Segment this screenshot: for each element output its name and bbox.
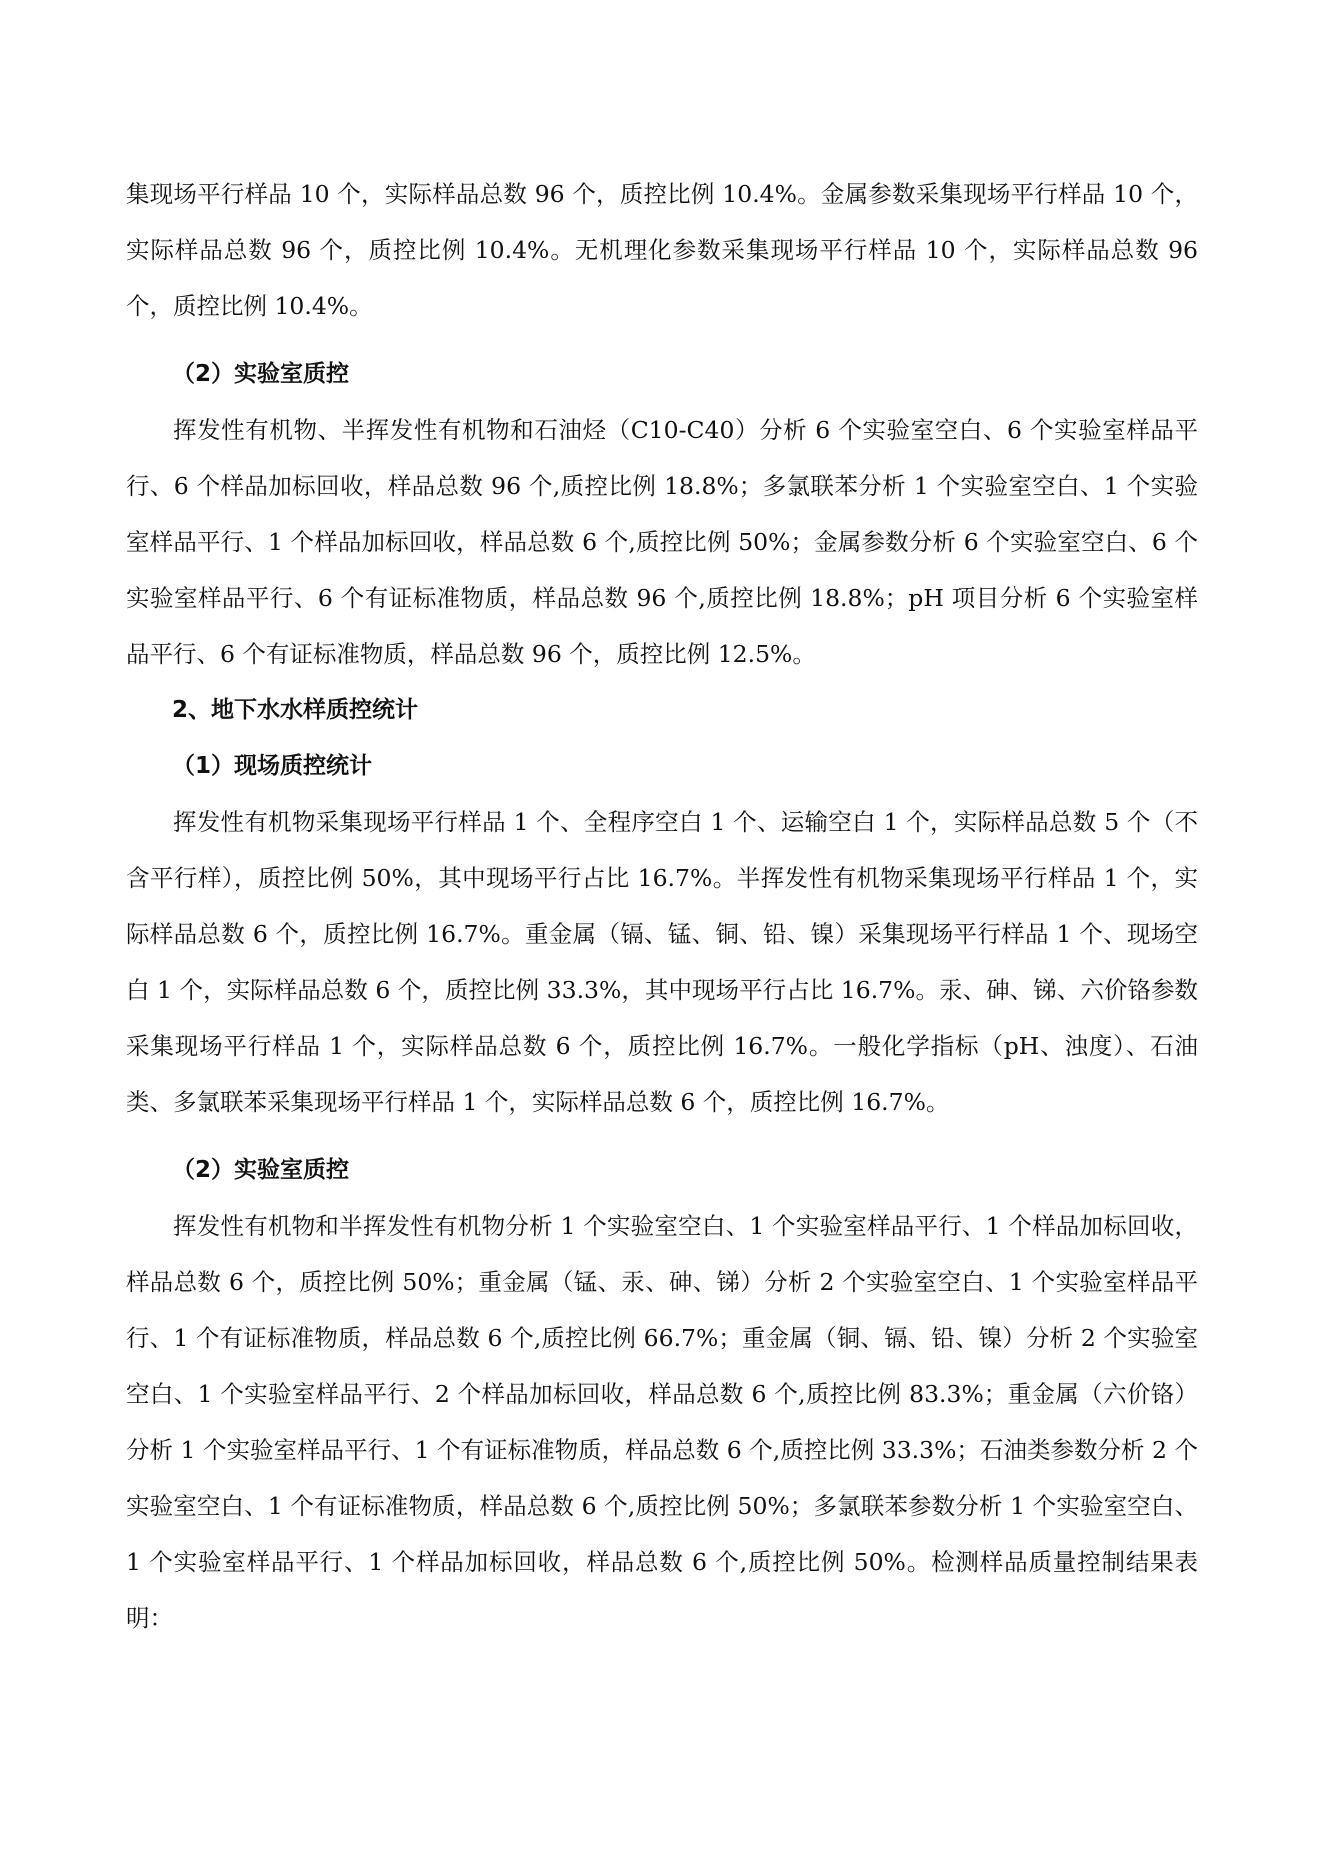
- heading-soil-lab-qc: （2）实验室质控: [172, 361, 350, 387]
- heading-groundwater-qc-stats: 2、地下水水样质控统计: [172, 697, 419, 723]
- paragraph-soil-field-qc-continued: 集现场平行样品 10 个，实际样品总数 96 个，质控比例 10.4%。金属参数采集现场平行样品 10 个，实际样品总数 96 个，质控比例 10.4%。无机理化参数采集现场平行样品 10 个，实际样品总数 96 个，质控比例 10.4%。: [126, 180, 1198, 320]
- heading-groundwater-field-qc: （1）现场质控统计: [172, 753, 373, 779]
- paragraph-soil-lab-qc: 挥发性有机物、半挥发性有机物和石油烃（C10-C40）分析 6 个实验室空白、6 个实验室样品平行、6 个样品加标回收，样品总数 96 个,质控比例 18.8%；多氯联苯分析 1 个实验室空白、1 个实验室样品平行、1 个样品加标回收，样品总数 6 个,质控比例 50%；金属参数分析 6 个实验室空白、6 个实验室样品平行、6 个有证标准物质，样品总数 96 个,质控比例 18.8%；pH 项目分析 6 个实验室样品平行、6 个有证标准物质，样品总数 96 个，质控比例 12.5%。: [126, 416, 1198, 668]
- heading-groundwater-lab-qc: （2）实验室质控: [172, 1157, 350, 1183]
- document-body: [126, 166, 1198, 1646]
- paragraph-groundwater-field-qc: 挥发性有机物采集现场平行样品 1 个、全程序空白 1 个、运输空白 1 个，实际样品总数 5 个（不含平行样），质控比例 50%，其中现场平行占比 16.7%。半挥发性有机物采集现场平行样品 1 个，实际样品总数 6 个，质控比例 16.7%。重金属（镉、锰、铜、铅、镍）采集现场平行样品 1 个、现场空白 1 个，实际样品总数 6 个，质控比例 33.3%，其中现场平行占比 16.7%。汞、砷、锑、六价铬参数采集现场平行样品 1 个，实际样品总数 6 个，质控比例 16.7%。一般化学指标（pH、浊度）、石油类、多氯联苯采集现场平行样品 1 个，实际样品总数 6 个，质控比例 16.7%。: [126, 808, 1198, 1116]
- paragraph-groundwater-lab-qc: 挥发性有机物和半挥发性有机物分析 1 个实验室空白、1 个实验室样品平行、1 个样品加标回收，样品总数 6 个，质控比例 50%；重金属（锰、汞、砷、锑）分析 2 个实验室空白、1 个实验室样品平行、1 个有证标准物质，样品总数 6 个,质控比例 66.7%；重金属（铜、镉、铅、镍）分析 2 个实验室空白、1 个实验室样品平行、2 个样品加标回收，样品总数 6 个,质控比例 83.3%；重金属（六价铬）分析 1 个实验室样品平行、1 个有证标准物质，样品总数 6 个,质控比例 33.3%；石油类参数分析 2 个实验室空白、1 个有证标准物质，样品总数 6 个,质控比例 50%；多氯联苯参数分析 1 个实验室空白、1 个实验室样品平行、1 个样品加标回收，样品总数 6 个,质控比例 50%。检测样品质量控制结果表明：: [126, 1212, 1198, 1632]
